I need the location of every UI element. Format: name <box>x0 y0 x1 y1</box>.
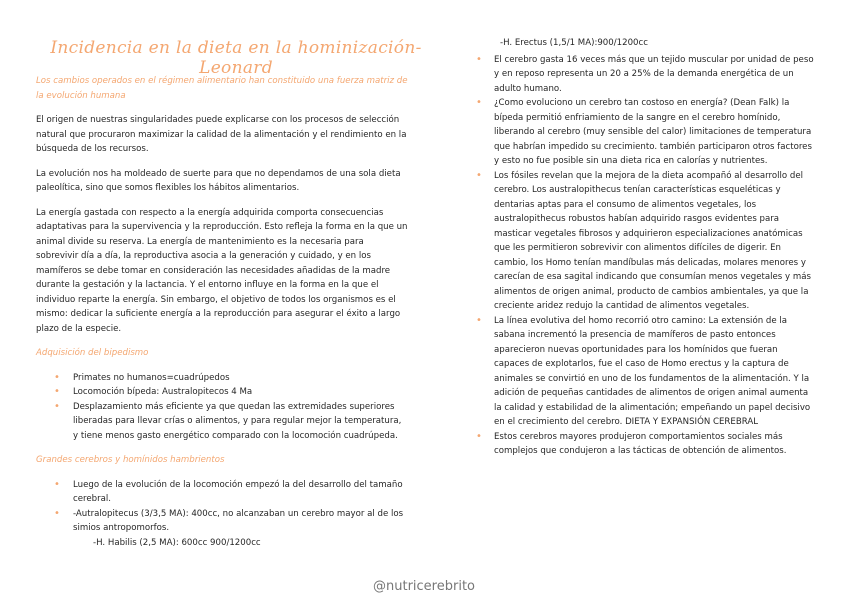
right-column <box>476 36 814 469</box>
bullet-dot-icon: • <box>54 386 60 397</box>
list-item: • -Autralopitecus (3/3,5 MA): 400cc, no alcanzaban un cerebro mayor al de los simios antropomorfos. <box>54 507 404 533</box>
bullet-dot-icon: • <box>54 478 60 490</box>
section-subtitle-bipedalism: Adquisición del bipedismo <box>36 348 149 358</box>
list-item: • Luego de la evolución de la locomoción empezó la del desarrollo del tamaño cerebral. <box>54 478 403 504</box>
bullet-dot-icon: • <box>476 53 482 65</box>
list-item: • Desplazamiento más eficiente ya que quedan las extremidades superiores liberadas para llevar crías o alimentos, y para regular mejor la temperatura, y tiene menos gasto energético comparado con la locomoción cuadrúpeda. <box>54 400 402 441</box>
bullet-dot-icon: • <box>476 169 482 181</box>
bullet-dot-icon: • <box>54 400 60 412</box>
footer-handle: @nutricerebrito <box>373 579 475 594</box>
list-item: • La línea evolutiva del homo recorrió otro camino: La extensión de la sabana incrementó la presencia de mamíferos de pasto entonces aparecieron nuevas oportunidades para los homínidos que fueran capaces de explotarlos, fue el caso de Homo erectus y la captura de animales se convirtió en uno de los fundamentos de la alimentación. Y la adición de pequeñas cantidades de alimentos de origen animal aumenta la calidad y estabilidad de la alimentación; empeñando un papel decisivo en el crecimiento del cerebro. DIETA Y EXPANSIÓN CEREBRAL <box>476 314 811 427</box>
habilis-line: -H. Habilis (2,5 MA): 600cc 900/1200cc <box>93 537 261 548</box>
bipedalism-list <box>36 371 408 444</box>
document-title: Incidencia en la dieta en la hominización- Leonard <box>50 38 422 78</box>
bullet-dot-icon: • <box>54 371 60 383</box>
list-item: • Los fósiles revelan que la mejora de la dieta acompañó al desarrollo del cerebro. Los australopithecus tenían características esqueléticas y dentarias aptas para el consumo de alimentos vegetales, los australopithecus robustos habían adquirido rasgos evidentes para masticar vegetales fibrosos y adquirieron especializaciones anatómicas que les permitieron sobrevivir con alimentos difíciles de digerir. En cambio, los Homo tenían mandíbulas más delicadas, molares menores y carecían de esa sagital indicando que consumían menos vegetales y más alimentos de origen animal, producto de cambios ambientales, ya que la creciente aridez redujo la cantidad de alimentos vegetales. <box>476 169 811 311</box>
brains-list <box>36 478 408 536</box>
bullet-dot-icon: • <box>476 430 482 442</box>
section-subtitle-brains: Grandes cerebros y homínidos hambrientos <box>36 455 225 465</box>
list-item: • Locomoción bípeda: Australopitecos 4 Ma <box>36 385 408 400</box>
bullet-dot-icon: • <box>476 97 482 108</box>
bullet-dot-icon: • <box>476 314 482 326</box>
bullet-dot-icon: • <box>54 507 60 519</box>
paragraph-evolution: La evolución nos ha moldeado de suerte para que no dependamos de una sola dieta paleolítica, sino que somos flexibles los hábitos alimentarios. <box>36 168 401 193</box>
paragraph-energy: La energía gastada con respecto a la energía adquirida comporta consecuencias adaptativas para la supervivencia y la reproducción. Esto refleja la forma en la que un animal divide su reserva. La energía de mantenimiento es la necesaria para sobrevivir día a día, la reproductiva asocia a la generación y cuidado, y en los mamíferos se debe tomar en consideración las necesidades añadidas de la madre durante la gestación y la lactancia. Y el entorno influye en la forma en la que el individuo reparte la energía. Sin embargo, el objetivo de todos los organismos es el mismo: dedicar la suficiente energía a la reproducción para asegurar el éxito a largo plazo de la especie. <box>36 207 408 334</box>
list-item: • El cerebro gasta 16 veces más que un tejido muscular por unidad de peso y en reposo representa un 20 a 25% de la demanda energética de un adulto humano. <box>476 53 814 94</box>
paragraph-origin: El origen de nuestras singularidades puede explicarse con los procesos de selección natural que procuraron maximizar la calidad de la alimentación y el rendimiento en la búsqueda de los recursos. <box>36 115 407 154</box>
list-item: • Primates no humanos=cuadrúpedos <box>36 371 408 386</box>
list-item: • ¿Como evoluciono un cerebro tan costoso en energía? (Dean Falk) la bípeda permitió enfriamiento de la sangre en el cerebro homínido, liberando al cerebro (muy sensible del calor) limitaciones de temperatura que habrían impedido su crecimiento. también participaron otros factores y esto no fue posible sin una dieta rica en calorías y nutrientes. <box>476 97 812 166</box>
section-subtitle-diet: Los cambios operados en el régimen alimentario han constituido una fuerza matriz de la evolución humana <box>36 76 408 101</box>
left-column <box>36 74 408 550</box>
erectus-line: -H. Erectus (1,5/1 MA):900/1200cc <box>500 38 648 48</box>
list-item: • Estos cerebros mayores produjeron comportamientos sociales más complejos que condujeron a las tácticas de obtención de alimentos. <box>476 430 787 456</box>
right-bullet-list <box>476 53 814 459</box>
